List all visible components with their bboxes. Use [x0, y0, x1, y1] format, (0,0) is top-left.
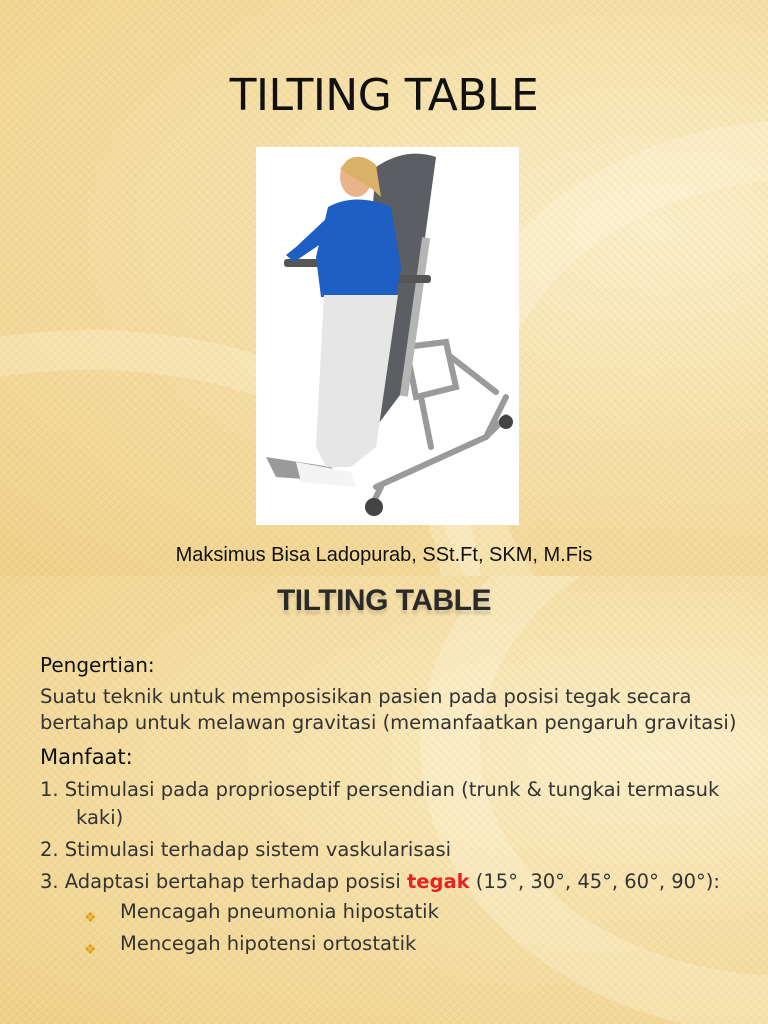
diamond-bullet-icon: ❖ — [84, 942, 97, 958]
tilting-table-photo — [256, 147, 519, 525]
sub-list-item — [80, 928, 750, 960]
item3-degrees: (15°, 30°, 45°, 60°, 90°): — [469, 870, 720, 893]
slide-title: TILTING TABLE — [229, 70, 539, 121]
bullet-text: Mencagah pneumonia hipostatik — [120, 900, 439, 923]
wheel — [499, 415, 513, 429]
diamond-bullet-icon: ❖ — [84, 910, 97, 926]
list-item: 2. Stimulasi terhadap sistem vaskularisasi — [40, 838, 452, 861]
wheel — [365, 498, 383, 516]
pengertian-text: Suatu teknik untuk memposisikan pasien pada posisi tegak secara bertahap untuk melawan gravitasi (memanfaatkan pengaruh gravitasi) — [40, 685, 737, 734]
slide-body — [40, 652, 750, 960]
highlight-word: tegak — [406, 870, 470, 893]
pengertian-heading: Pengertian: — [40, 653, 155, 677]
item3-text: 3. Adaptasi bertahap terhadap posisi — [40, 870, 407, 893]
tilting-table-illustration — [256, 147, 519, 525]
author-name: Maksimus Bisa Ladopurab, SSt.Ft, SKM, M.Fis — [175, 544, 593, 566]
bullet-text: Mencegah hipotensi ortostatik — [120, 932, 417, 955]
list-item — [40, 868, 750, 896]
slide-title: TILTING TABLE — [276, 584, 492, 617]
sub-list-item — [80, 896, 750, 928]
manfaat-heading: Manfaat: — [40, 745, 133, 769]
list-item: 1. Stimulasi pada proprioseptif persendian (trunk & tungkai termasuk kaki) — [40, 778, 720, 829]
content-slide — [0, 576, 768, 1024]
sub-list — [40, 896, 750, 960]
